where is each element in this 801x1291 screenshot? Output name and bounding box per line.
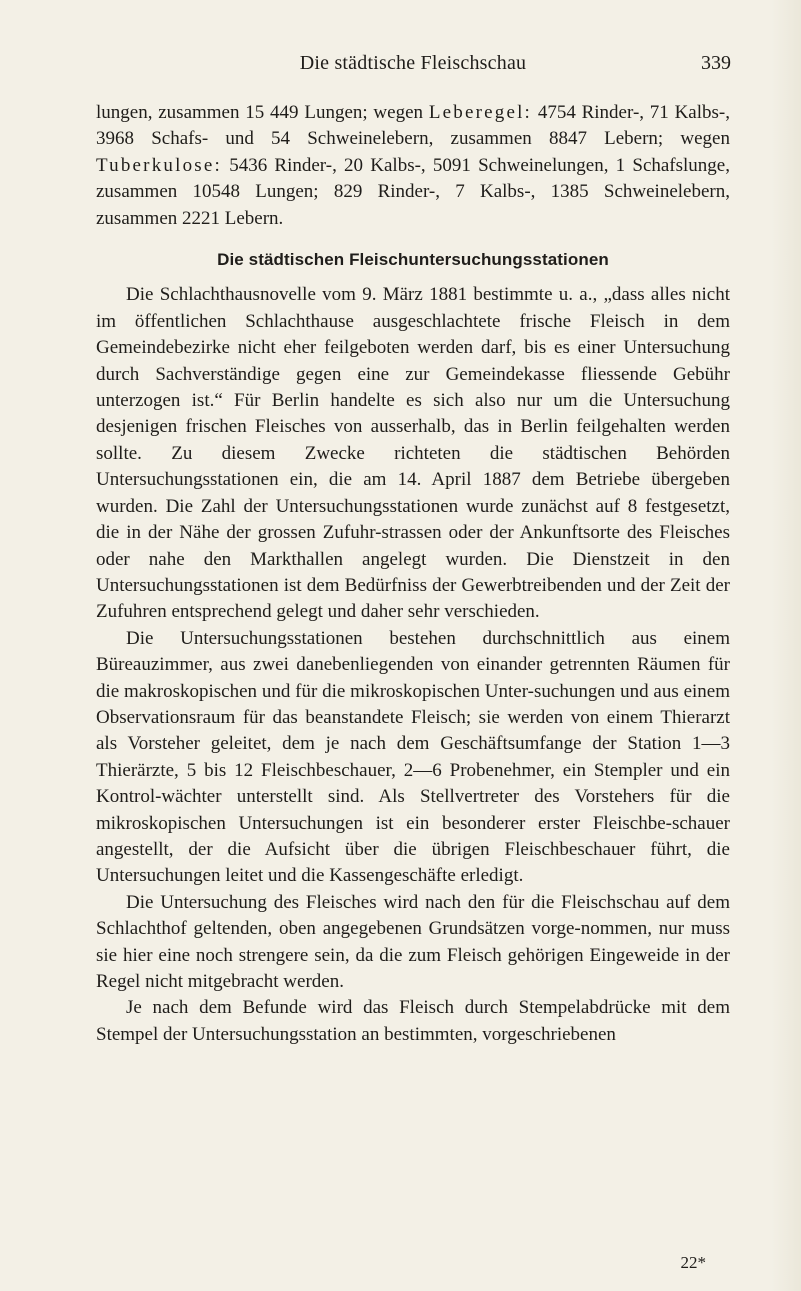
- running-title: Die städtische Fleischschau: [299, 52, 527, 74]
- paragraph-stationen-raeume: Die Untersuchungsstationen bestehen durchschnittlich aus einem Büreauzimmer, aus zwei danebenliegenden von einander getrennten Räumen für die makroskopischen und für die mikroskopischen Unter-suchungen und aus einem Observationsraum für das beanstandete Fleisch; sie werden von einem Thierarzt als Vorsteher geleitet, dem je nach dem Geschäftsumfange der Station 1—3 Thierärzte, 5 bis 12 Fleischbeschauer, 2—6 Probenehmer, ein Stempler und ein Kontrol-wächter unterstellt sind. Als Stellvertreter des Vorstehers für die mikroskopischen Untersuchungen ist ein besonderer erster Fleischbe-schauer angestellt, der die Aufsicht über die übrigen Fleischbeschauer führt, die Untersuchungen leitet und die Kassengeschäfte erledigt.: [96, 627, 730, 887]
- body-text: [96, 100, 730, 1048]
- text-fragment: 5436 Rinder-, 20 Kalbs-, 5091 Schweinelungen, 1 Schafslunge, zusammen 10548 Lungen; 829 Rinder-, 7 Kalbs-, 1385 Schweinelebern, zusammen 2221 Lebern.: [96, 154, 730, 229]
- paragraph-schlachthausnovelle: Die Schlachthausnovelle vom 9. März 1881 bestimmte u. a., „dass alles nicht im öffentlichen Schlachthause ausgeschlachtete frische Fleisch in dem Gemeindebezirke nicht eher feilgeboten werden darf, bis es einer Untersuchung durch Sachverständige gegen eine zur Gemeindekasse fliessende Gebühr unterzogen ist.“ Für Berlin handelte es sich also nur um die Untersuchung desjenigen frischen Fleisches von ausserhalb, das in Berlin feilgehalten werden sollte. Zu diesem Zwecke richteten die städtischen Behörden Untersuchungsstationen ein, die am 14. April 1887 dem Betriebe übergeben wurden. Die Zahl der Untersuchungsstationen wurde zunächst auf 8 festgesetzt, die in der Nähe der grossen Zufuhr-strassen oder der Ankunftsorte des Fleisches oder nahe den Markthallen angelegt wurden. Die Dienstzeit in den Untersuchungsstationen ist dem Bedürfniss der Gewerbtreibenden und der Zeit der Zufuhren entsprechend gelegt und daher sehr verschieden.: [96, 284, 730, 623]
- paragraph-untersuchung: Die Untersuchung des Fleisches wird nach den für die Fleischschau auf dem Schlachthof geltenden, oben angegebenen Grundsätzen vorge-nommen, nur muss sie hier eine noch strengere sein, da die zum Fleisch gehörigen Eingeweide in der Regel nicht mitgebracht werden.: [96, 891, 730, 992]
- emphasized-term-tuberkulose: Tuberkulose:: [96, 154, 222, 176]
- paragraph-statistics: [96, 100, 730, 232]
- paragraph-stempelung: Je nach dem Befunde wird das Fleisch durch Stempelabdrücke mit dem Stempel der Untersuchungsstation an bestimmten, vorgeschriebenen: [96, 997, 730, 1045]
- running-head: [95, 52, 731, 80]
- section-heading: Die städtischen Fleischuntersuchungsstationen: [217, 250, 609, 270]
- signature-mark: 22*: [680, 1253, 706, 1272]
- text-fragment: 4754 Rinder-, 71 Kalbs-, 3968 Schafs- und 54 Schweinelebern, zusammen 8847 Lebern; wegen: [96, 102, 730, 150]
- page-edge-shading: [771, 0, 801, 1291]
- emphasized-term-leberegel: Leberegel:: [428, 102, 533, 123]
- page-number: 339: [701, 52, 731, 74]
- text-fragment: lungen, zusammen 15 449 Lungen; wegen: [96, 102, 429, 123]
